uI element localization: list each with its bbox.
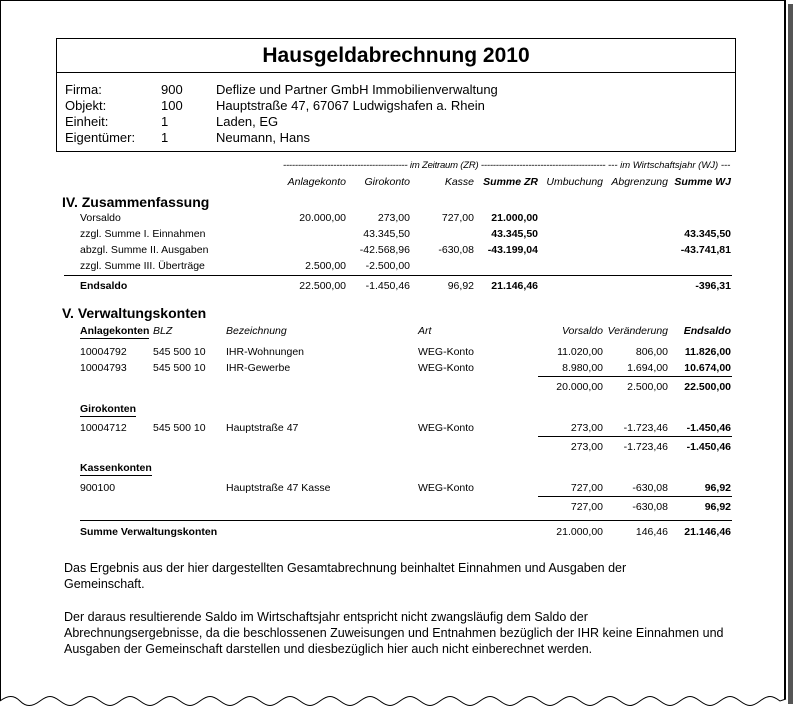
- summary-sumzr: 43.345,50: [491, 228, 538, 240]
- header-label: Einheit:: [65, 114, 109, 129]
- account-number: 10004712: [80, 422, 127, 434]
- account-number: 10004792: [80, 346, 127, 358]
- header-label: Eigentümer:: [65, 130, 136, 145]
- col-summe-wj: Summe WJ: [674, 176, 731, 188]
- summary-kasse: -630,08: [438, 244, 474, 256]
- account-bezeichnung: IHR-Gewerbe: [226, 362, 291, 374]
- account-number: 900100: [80, 482, 116, 494]
- account-endsaldo: 11.826,00: [684, 346, 731, 358]
- col-vorsaldo: Vorsaldo: [561, 325, 603, 337]
- summary-giro: -42.568,96: [359, 244, 410, 256]
- giro-total-veraenderung: -1.723,46: [623, 441, 668, 453]
- account-vorsaldo: 273,00: [570, 422, 603, 434]
- anlage-total-veraenderung: 2.500,00: [627, 381, 668, 393]
- header-number: 1: [161, 114, 169, 129]
- summary-giro: 273,00: [377, 212, 410, 224]
- giro-total-vorsaldo: 273,00: [570, 441, 603, 453]
- anlage-total-endsaldo: 22.500,00: [684, 381, 731, 393]
- summary-sumzr: 21.000,00: [491, 212, 538, 224]
- period-wj-header: --- im Wirtschaftsjahr (WJ) ---: [608, 160, 731, 171]
- summary-sumzr: -43.199,04: [487, 244, 538, 256]
- account-art: WEG-Konto: [418, 346, 475, 358]
- account-veraenderung: -1.723,46: [623, 422, 668, 434]
- summary-label: abzgl. Summe II. Ausgaben: [80, 244, 209, 256]
- accounts-sum-veraenderung: 146,46: [635, 526, 668, 538]
- summary-end-sumwj: -396,31: [695, 280, 731, 292]
- accounts-heading: V. Verwaltungskonten: [62, 305, 207, 321]
- account-vorsaldo: 727,00: [570, 482, 603, 494]
- subtotal-divider: [538, 436, 732, 437]
- kasse-total-veraenderung: -630,08: [632, 501, 668, 513]
- subtotal-divider: [538, 376, 732, 377]
- col-summe-zr: Summe ZR: [483, 176, 538, 188]
- account-art: WEG-Konto: [418, 362, 475, 374]
- header-value: Laden, EG: [216, 114, 279, 129]
- summary-label: zzgl. Summe I. Einnahmen: [80, 228, 206, 240]
- subtotal-divider: [538, 496, 732, 497]
- anlage-title: Anlagekonten: [80, 325, 150, 337]
- summary-end-label: Endsaldo: [80, 280, 128, 292]
- kasse-title: Kassenkonten: [80, 462, 152, 474]
- kasse-total-endsaldo: 96,92: [704, 501, 731, 513]
- document-title: Hausgeldabrechnung 2010: [57, 39, 735, 73]
- account-art: WEG-Konto: [418, 422, 475, 434]
- account-endsaldo: 10.674,00: [684, 362, 731, 374]
- anlage-total-vorsaldo: 20.000,00: [556, 381, 603, 393]
- col-bezeichnung: Bezeichnung: [226, 325, 287, 337]
- col-endsaldo: Endsaldo: [683, 325, 731, 337]
- account-art: WEG-Konto: [418, 482, 475, 494]
- torn-edge: [0, 683, 794, 715]
- kasse-total-vorsaldo: 727,00: [570, 501, 603, 513]
- account-endsaldo: -1.450,46: [686, 422, 731, 434]
- header-box: [56, 38, 736, 152]
- account-endsaldo: 96,92: [704, 482, 731, 494]
- summary-end-giro: -1.450,46: [365, 280, 410, 292]
- account-blz: 545 500 10: [153, 346, 206, 358]
- accounts-sum-label: Summe Verwaltungskonten: [80, 526, 218, 538]
- account-number: 10004793: [80, 362, 127, 374]
- account-bezeichnung: IHR-Wohnungen: [226, 346, 305, 358]
- summary-sumwj: 43.345,50: [684, 228, 731, 240]
- summary-anlage: 20.000,00: [299, 212, 346, 224]
- summary-giro: -2.500,00: [365, 260, 410, 272]
- account-veraenderung: -630,08: [632, 482, 668, 494]
- summary-heading: IV. Zusammenfassung: [62, 194, 210, 210]
- period-zr-header: ------------------------------------------ im Zeitraum (ZR) ------------------------------------------: [283, 160, 606, 171]
- summary-divider: [64, 275, 732, 276]
- col-blz: BLZ: [153, 325, 173, 337]
- note-paragraph-2: Der daraus resultierende Saldo im Wirtschaftsjahr entspricht nicht zwangsläufig dem Saldo der Abrechnungsergebnisse, da die beschlossenen Zuweisungen und Entnahmen bezüglich der IHR keine Einnahmen und Ausgaben der Gemeinschaft darstellen und diesbezüglich hier auch nicht einberechnet werden.: [64, 610, 724, 656]
- header-value: Hauptstraße 47, 67067 Ludwigshafen a. Rhein: [216, 98, 485, 113]
- summary-giro: 43.345,50: [363, 228, 410, 240]
- header-label: Firma:: [65, 82, 102, 97]
- giro-title: Girokonten: [80, 403, 137, 415]
- header-number: 900: [161, 82, 183, 97]
- summary-label: Vorsaldo: [80, 212, 121, 224]
- header-value: Deflize und Partner GmbH Immobilienverwaltung: [216, 82, 498, 97]
- col-girokonto: Girokonto: [364, 176, 410, 188]
- note-paragraph-1: Das Ergebnis aus der hier dargestellten Gesamtabrechnung beinhaltet Einnahmen und Ausgaben der Gemeinschaft.: [64, 561, 627, 591]
- accounts-sum-endsaldo: 21.146,46: [684, 526, 731, 538]
- header-value: Neumann, Hans: [216, 130, 310, 145]
- accounts-sum-divider: [80, 520, 732, 521]
- summary-end-kasse: 96,92: [447, 280, 474, 292]
- account-veraenderung: 806,00: [635, 346, 668, 358]
- account-bezeichnung: Hauptstraße 47: [226, 422, 299, 434]
- summary-end-anlage: 22.500,00: [299, 280, 346, 292]
- account-blz: 545 500 10: [153, 422, 206, 434]
- col-art: Art: [418, 325, 432, 337]
- summary-sumwj: -43.741,81: [680, 244, 731, 256]
- header-number: 100: [161, 98, 183, 113]
- summary-anlage: 2.500,00: [305, 260, 346, 272]
- col-umbuchung: Umbuchung: [546, 176, 603, 188]
- header-label: Objekt:: [65, 98, 107, 113]
- account-bezeichnung: Hauptstraße 47 Kasse: [226, 482, 331, 494]
- accounts-sum-vorsaldo: 21.000,00: [556, 526, 603, 538]
- summary-end-sumzr: 21.146,46: [491, 280, 538, 292]
- summary-label: zzgl. Summe III. Überträge: [80, 260, 205, 272]
- account-vorsaldo: 8.980,00: [562, 362, 603, 374]
- account-blz: 545 500 10: [153, 362, 206, 374]
- summary-kasse: 727,00: [441, 212, 474, 224]
- giro-total-endsaldo: -1.450,46: [686, 441, 731, 453]
- header-number: 1: [161, 130, 169, 145]
- col-abgrenzung: Abgrenzung: [611, 176, 668, 188]
- col-kasse: Kasse: [444, 176, 474, 188]
- col-anlagekonto: Anlagekonto: [287, 176, 346, 188]
- col-veraenderung: Veränderung: [607, 325, 668, 337]
- account-veraenderung: 1.694,00: [627, 362, 668, 374]
- account-vorsaldo: 11.020,00: [557, 346, 603, 358]
- page-shadow: [788, 4, 793, 704]
